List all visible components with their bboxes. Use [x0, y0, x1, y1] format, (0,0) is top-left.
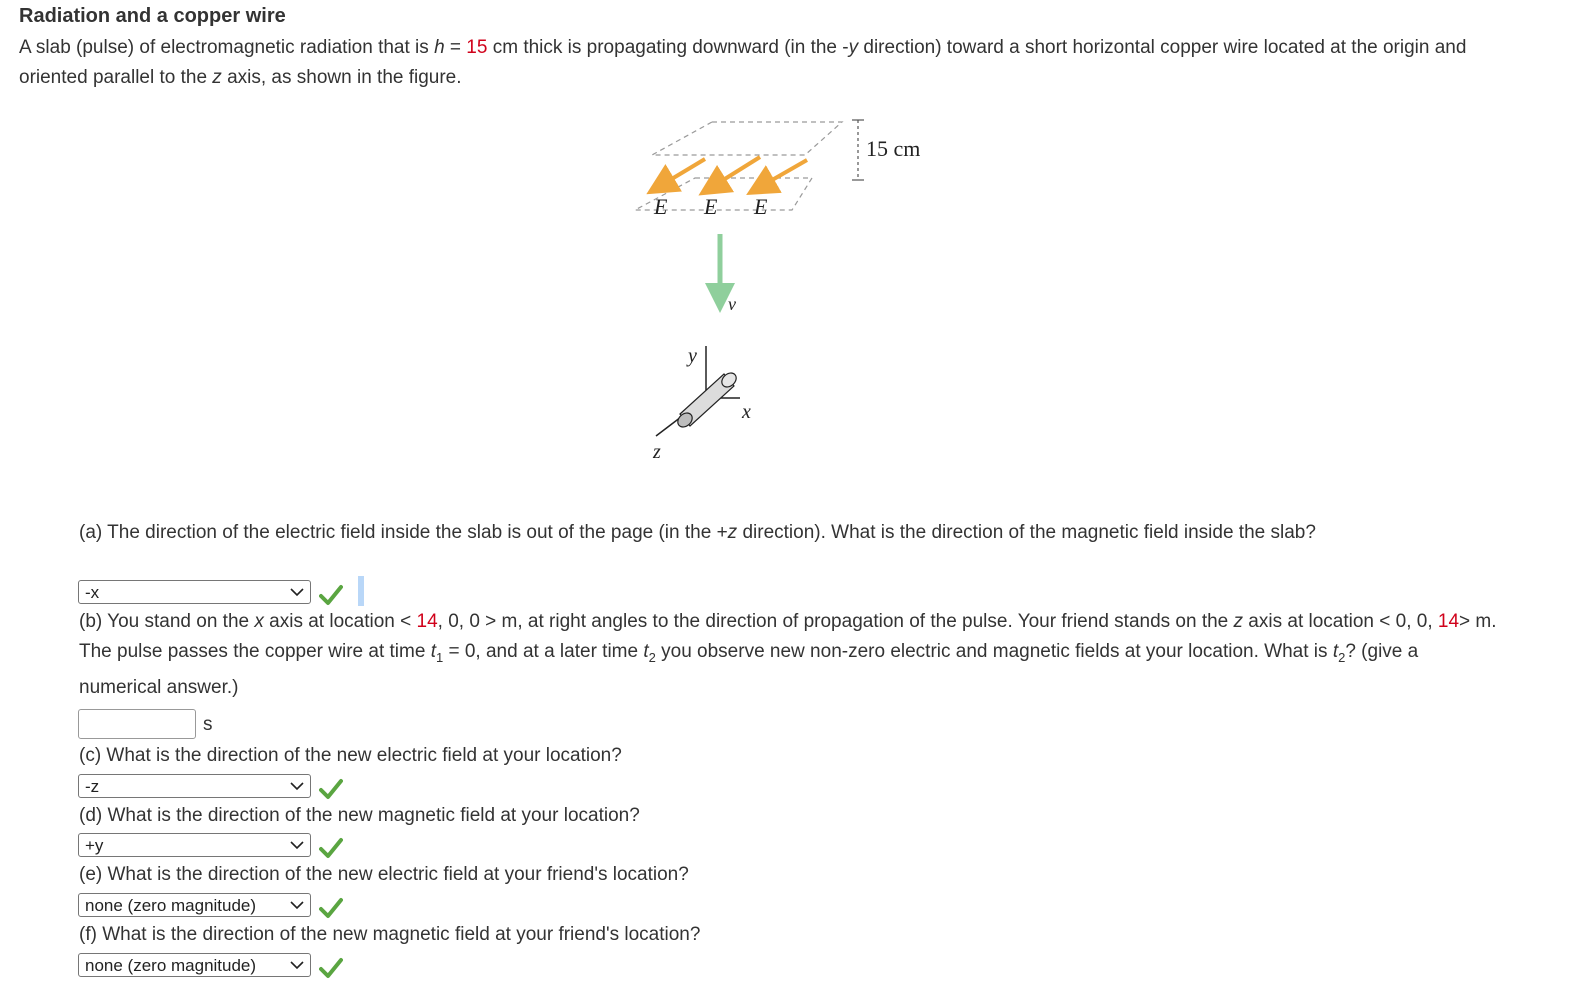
e-label-1: E	[654, 194, 668, 219]
e-label-3: E	[754, 194, 768, 219]
slab-wire-figure	[620, 110, 960, 470]
your-location-value: 14	[416, 611, 438, 632]
t2-answer-input[interactable]	[78, 709, 196, 739]
question-e: (e) What is the direction of the new electric field at your friend's location?	[79, 864, 689, 885]
e-field-arrow-2	[712, 157, 760, 187]
thickness-label: 15 cm	[866, 136, 921, 161]
check-icon	[319, 837, 343, 859]
y-axis-label: y	[688, 345, 697, 367]
slab-top-face	[652, 122, 842, 155]
chevron-down-icon	[289, 837, 305, 853]
answer-e-select[interactable]: none (zero magnitude)	[78, 893, 311, 917]
check-icon	[319, 778, 343, 800]
copper-wire	[675, 370, 739, 430]
x-axis-label: x	[742, 401, 751, 423]
answer-f-select[interactable]: none (zero magnitude)	[78, 953, 311, 977]
chevron-down-icon	[289, 584, 305, 600]
chevron-down-icon	[289, 778, 305, 794]
answer-a-select[interactable]: -x	[78, 580, 311, 604]
e-field-arrow-1	[660, 159, 705, 186]
check-icon	[319, 957, 343, 979]
e-label-2: E	[704, 194, 718, 219]
z-axis-label: z	[653, 441, 661, 463]
chevron-down-icon	[289, 957, 305, 973]
h-value: 15	[466, 37, 488, 58]
e-field-arrow-3	[760, 160, 807, 187]
question-d: (d) What is the direction of the new magnetic field at your location?	[79, 805, 640, 826]
velocity-label: v	[728, 294, 736, 314]
question-f: (f) What is the direction of the new magnetic field at your friend's location?	[79, 924, 701, 945]
problem-title: Radiation and a copper wire	[19, 5, 286, 27]
answer-d-select[interactable]: +y	[78, 833, 311, 857]
check-icon	[319, 584, 343, 606]
question-c: (c) What is the direction of the new electric field at your location?	[79, 745, 622, 766]
question-a: (a) The direction of the electric field inside the slab is out of the page (in the +z direction). What is the direction of the magnetic field inside the slab?	[79, 522, 1316, 543]
problem-intro: A slab (pulse) of electromagnetic radiation that is h = 15 cm thick is propagating downward (in the -y direction) toward a short horizontal copper wire located at the origin and oriented parallel to the z axis, as shown in the figure.	[19, 37, 1467, 88]
chevron-down-icon	[289, 897, 305, 913]
t2-unit-label: s	[203, 714, 213, 735]
friend-location-value: 14	[1437, 611, 1460, 632]
check-icon	[319, 897, 343, 919]
focus-indicator	[358, 576, 364, 606]
question-b: (b) You stand on the x axis at location < 14, 0, 0 > m, at right angles to the direction of propagation of the pulse. Your friend stands on the z axis at location < 0, 0, 14> m. The pulse passes the copper wire at time $t_1 = 0$, and at a later time $t_2$ you observe new non-zero electric and magnetic fields at your location. What is $t_2$? (give a numerical answer.)	[79, 611, 1497, 698]
answer-c-select[interactable]: -z	[78, 774, 311, 798]
thickness-bracket	[852, 120, 864, 180]
